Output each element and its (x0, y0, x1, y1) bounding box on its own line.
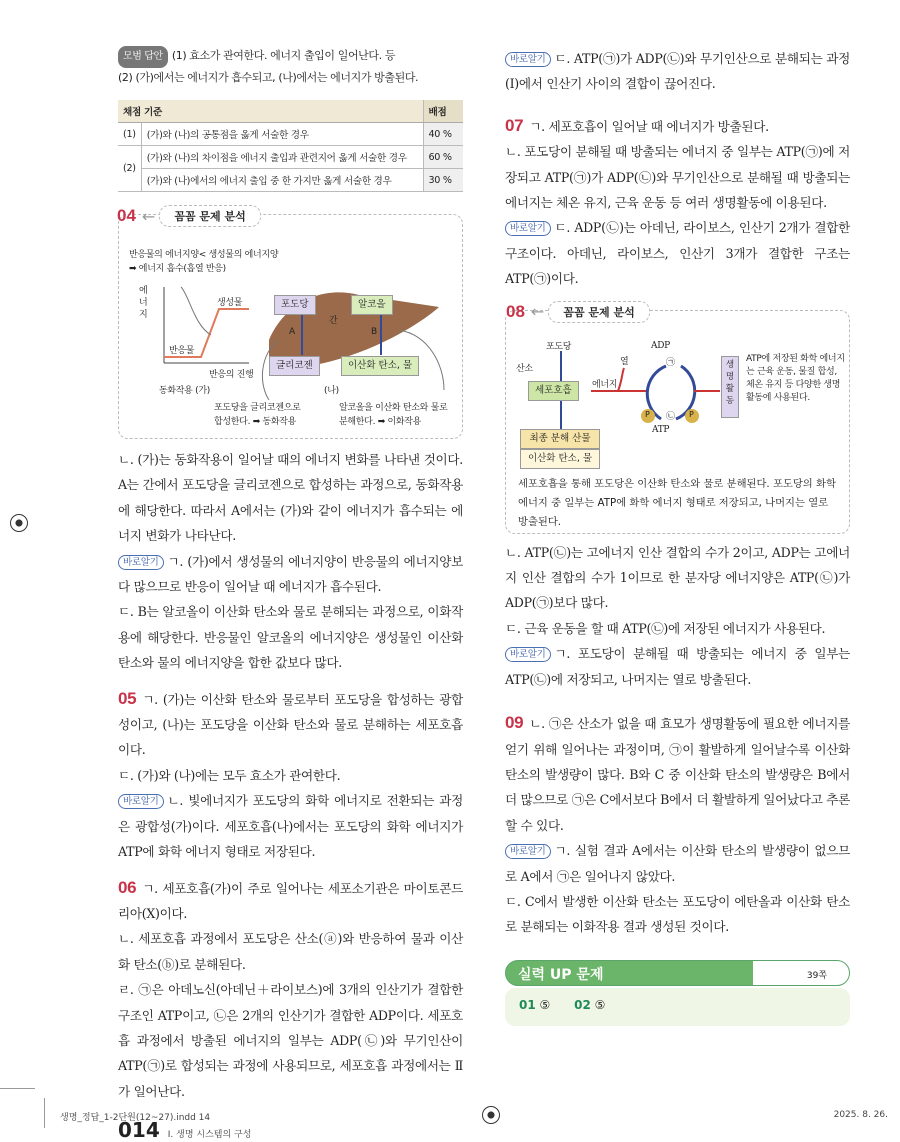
correction-badge: 바로알기 (505, 221, 551, 236)
q08-explanation: ㄷ. 근육 운동을 할 때 ATP(㉡)에 저장된 에너지가 사용된다. (505, 620, 826, 636)
graph-note: 반응물의 에너지양< 생성물의 에너지양 (129, 250, 279, 260)
table-row: (가)와 (나)에서의 에너지 출입 중 한 가지만 옳게 서술한 경우 30 % (118, 169, 463, 192)
correction-badge: 바로알기 (505, 52, 551, 67)
answer-number: 01 (519, 997, 536, 1012)
adp-label: ADP (651, 340, 670, 351)
analysis-tag: 꼼꼼 문제 분석 (548, 301, 649, 323)
product-label: 생성물 (217, 298, 243, 308)
correction-badge: 바로알기 (118, 794, 164, 809)
footer-rule (0, 1088, 35, 1089)
q09-explanation: ㄷ. C에서 발생한 이산화 탄소는 포도당이 에탄올과 이산화 탄소로 분해되는 이화작용 결과 생성된 것이다. (505, 893, 850, 935)
caption: 합성한다. ➡ 동화작용 (214, 417, 297, 427)
cell-respiration-box: 세포호흡 (528, 381, 579, 401)
q06-explanation: ㄴ. 세포호흡 과정에서 포도당은 산소(ⓐ)와 반응하여 물과 이산화 탄소(ⓑ)로 분해된다. (118, 931, 463, 972)
q08-analysis-box: 08 ← 꼼꼼 문제 분석 포도당 산소 세포호흡 에너지 열 ADP ㉠ ㉡ ATP P P 생명활동 ATP에 저장된 화학 에너지는 근육 운동, 물질 합성, 체온 유지 등 다양한 생명활동에 사용된다. 최종 분해 산물 이산화 탄소, 물 세포호흡을 통해 포도당은 이산화 탄소와 물로 분해된다. 포도당의 화학 에너지 중 일부는 ATP에 화학 에너지 형태로 저장되고, 나머지는 열로 방출된다. (505, 310, 850, 534)
section-title: Ⅰ. 생명 시스템의 구성 (167, 1130, 252, 1141)
answer-number: 02 (574, 997, 591, 1012)
a-label: A (289, 327, 295, 337)
q08-correction: 바로알기 ㄱ. 포도당이 분해될 때 방출되는 에너지 중 일부는 ATP(㉡)에 저장되고, 나머지는 열로 방출된다. (505, 646, 850, 687)
table-row: (2) (가)와 (나)의 차이점을 에너지 출입과 관련지어 옳게 서술한 경우 60 % (118, 146, 463, 169)
question-number: 08 (506, 301, 525, 321)
x-axis-label: 반응의 진행 (209, 370, 254, 380)
q04-correction: 바로알기 ㄱ. (가)에서 생성물의 에너지양이 반응물의 에너지양보다 많으므로 반응이 일어날 때 에너지가 흡수된다. (118, 553, 463, 595)
page-number: 014 (118, 1118, 160, 1142)
file-name: 생명_정답_1-2단원(12~27).indd 14 (60, 1113, 211, 1123)
glucose-label: 포도당 (546, 341, 572, 352)
question-number: 04 (117, 206, 136, 225)
skill-up-page: 39쪽 (806, 970, 827, 981)
q07-explanation: ㄴ. 포도당이 분해될 때 방출되는 에너지 중 일부는 ATP(㉠)에 저장되고 ATP(㉠)가 ADP(㉡)와 무기인산으로 분해될 때 방출되는 에너지는 체온 유지, 근육 운동 등 여러 생명활동에 이용된다. (505, 144, 850, 211)
circle-1-label: ㉠ (666, 357, 675, 368)
final-products-header: 최종 분해 산물 (520, 429, 600, 449)
registration-mark-icon (482, 1106, 500, 1124)
print-date: 2025. 8. 26. (833, 1110, 888, 1120)
atp-usage-note: ATP에 저장된 화학 에너지는 근육 운동, 물질 합성, 체온 유지 등 다양한 생명활동에 사용된다. (746, 353, 845, 403)
y-axis-label: 에너지 (139, 286, 148, 320)
anabolism-label: 동화작용 (가) (159, 386, 210, 396)
b-label: B (371, 327, 377, 337)
correction-badge: 바로알기 (118, 555, 164, 570)
graph-note: ➡ 에너지 흡수(흡열 반응) (129, 264, 226, 274)
q07-correction: 바로알기 ㄷ. ADP(㉡)는 아데닌, 라이보스, 인산기 2개가 결합한 구조이다. 아데닌, 라이보스, 인산기 3개가 결합한 구조는 ATP(㉠)이다. (505, 220, 850, 287)
q05-answer: 05 ㄱ. (가)는 이산화 탄소와 물로부터 포도당을 합성하는 광합성이고, (나)는 포도당을 이산화 탄소와 물로 분해하는 세포호흡이다. (118, 688, 463, 758)
phosphate-label: P (645, 409, 650, 419)
q05-explanation: ㄷ. (가)와 (나)에는 모두 효소가 관여한다. (118, 767, 341, 783)
q06-correction: 바로알기 ㄷ. ATP(㉠)가 ADP(㉡)와 무기인산으로 분해되는 과정(Ⅰ)에서 인산기 사이의 결합이 끊어진다. (505, 51, 850, 92)
q04-analysis-box: 04 ← 꼼꼼 문제 분석 반응물의 에너지양< 생성물의 에너지양 ➡ 에너지 흡수(흡열 반응) 에너지 생성물 반응물 반응의 진행 동화작용 (가) (나) 포도당 알코올 간 A B 글리코젠 이산화 탄소, 물 포도당을 글리코젠으로 합성한다. ➡ 동화작용 알코올을 이산화 탄소와 물로 분해한다. ➡ 이화작용 (118, 214, 463, 439)
registration-mark-icon (10, 514, 28, 532)
atp-label: ATP (652, 424, 670, 435)
life-activity-box: 생명활동 (721, 356, 739, 418)
glycogen-box: 글리코젠 (269, 356, 320, 376)
caption: 포도당을 글리코젠으로 (214, 403, 301, 413)
q08-explanation: ㄴ. ATP(㉡)는 고에너지 인산 결합의 수가 2이고, ADP는 고에너지 인산 결합의 수가 1이므로 한 분자당 에너지양은 ATP(㉡)가 ADP(㉠)보다 많다. (505, 544, 850, 611)
q09-correction: 바로알기 ㄱ. 실험 결과 A에서는 이산화 탄소의 발생량이 없으므로 A에서 ㉠은 일어나지 않았다. (505, 843, 850, 884)
na-label: (나) (324, 386, 339, 396)
q06-answer: 06 ㄱ. 세포호흡(가)이 주로 일어나는 세포소기관은 마이토콘드리아(X)이다. (118, 877, 463, 921)
glucose-box: 포도당 (274, 295, 316, 315)
oxygen-label: 산소 (516, 363, 533, 374)
q05-correction: 바로알기 ㄴ. 빛에너지가 포도당의 화학 에너지로 전환되는 과정은 광합성(가)이다. 세포호흡(나)에서는 포도당의 화학 에너지가 ATP에 화학 에너지 형태로 저장된다. (118, 793, 463, 860)
q06-explanation: ㄹ. ㉠은 아데노신(아데닌＋라이보스)에 3개의 인산기가 결합한 구조인 ATP이고, ㉡은 2개의 인산기가 결합한 ADP이다. 세포호흡 과정에서 방출된 에너지의 일부는 ADP(㉡)와 무기인산이 ATP(㉠)로 합성되는 과정에 사용되므로, 세포호흡 과정에서는 Ⅱ가 일어난다. (118, 982, 463, 1099)
final-products-value: 이산화 탄소, 물 (520, 449, 600, 469)
right-column (505, 46, 850, 1026)
skill-up-title: 실력 UP 문제 (518, 966, 604, 983)
skill-up-answers (505, 988, 850, 1026)
answer-value: ⑤ (594, 997, 606, 1012)
table-row: (1) (가)와 (나)의 공통점을 옳게 서술한 경우 40 % (118, 123, 463, 146)
q07-answer: 07 ㄱ. 세포호흡이 일어날 때 에너지가 방출된다. (505, 115, 769, 135)
analysis-tag: 꼼꼼 문제 분석 (159, 205, 260, 227)
q04-explanation: ㄷ. B는 알코올이 이산화 탄소와 물로 분해되는 과정으로, 이화작용에 해당한다. 반응물인 알코올의 에너지양은 생성물인 이산화 탄소와 물의 에너지양을 합한 값보다 많다. (118, 604, 463, 671)
scoring-table: 채점 기준 배점 (1) (가)와 (나)의 공통점을 옳게 서술한 경우 40 % (2) (가)와 (나)의 차이점을 에너지 출입과 관련지어 옳게 서술한 경우 60 % (가)와 (나)에서의 에너지 출입 중 한 가지만 옳게 서술한 경우 30 % (118, 100, 463, 192)
caption: 분해한다. ➡ 이화작용 (339, 417, 422, 427)
correction-badge: 바로알기 (505, 647, 551, 662)
energy-label: 에너지 (592, 379, 618, 390)
heat-label: 열 (620, 356, 629, 367)
caption: 알코올을 이산화 탄소와 물로 (339, 403, 448, 413)
phosphate-label: P (689, 409, 694, 419)
model-answer-badge: 모범 답안 (118, 46, 168, 68)
diagram-summary: 세포호흡을 통해 포도당은 이산화 탄소와 물로 분해된다. 포도당의 화학 에너지 중 일부는 ATP에 화학 에너지 형태로 저장되고, 나머지는 열로 방출된다. (518, 477, 836, 528)
correction-badge: 바로알기 (505, 844, 551, 859)
footer-rule (44, 1098, 45, 1128)
answer-value: ⑤ (539, 997, 551, 1012)
alcohol-box: 알코올 (351, 295, 393, 315)
left-column (118, 46, 463, 1142)
reactant-label: 반응물 (169, 346, 195, 356)
skill-up-box (505, 960, 850, 1026)
q09-answer: 09 ㄴ. ㉠은 산소가 없을 때 효모가 생명활동에 필요한 에너지를 얻기 위해 일어나는 과정이며, ㉠이 활발하게 일어날수록 이산화 탄소의 발생량이 많다. B와 C 중 이산화 탄소의 발생량은 B에서 더 많으므로 ㉠은 C에서보다 B에서 더 활발하게 일어났다고 추론할 수 있다. (505, 713, 850, 833)
circle-2-label: ㉡ (666, 411, 675, 422)
co2-water-box: 이산화 탄소, 물 (341, 356, 419, 376)
q04-explanation: ㄴ. (가)는 동화작용이 일어날 때의 에너지 변화를 나타낸 것이다. A는 간에서 포도당을 글리코젠으로 합성하는 과정으로, 동화작용에 해당한다. 따라서 A에서는 (가)와 같이 에너지가 흡수되는 에너지 변화가 나타난다. (118, 452, 463, 544)
model-answer: 모범 답안 (1) 효소가 관여한다. 에너지 출입이 일어난다. 등 (2) (가)에서는 에너지가 흡수되고, (나)에서는 에너지가 방출된다. (118, 46, 463, 88)
liver-label: 간 (329, 316, 338, 326)
